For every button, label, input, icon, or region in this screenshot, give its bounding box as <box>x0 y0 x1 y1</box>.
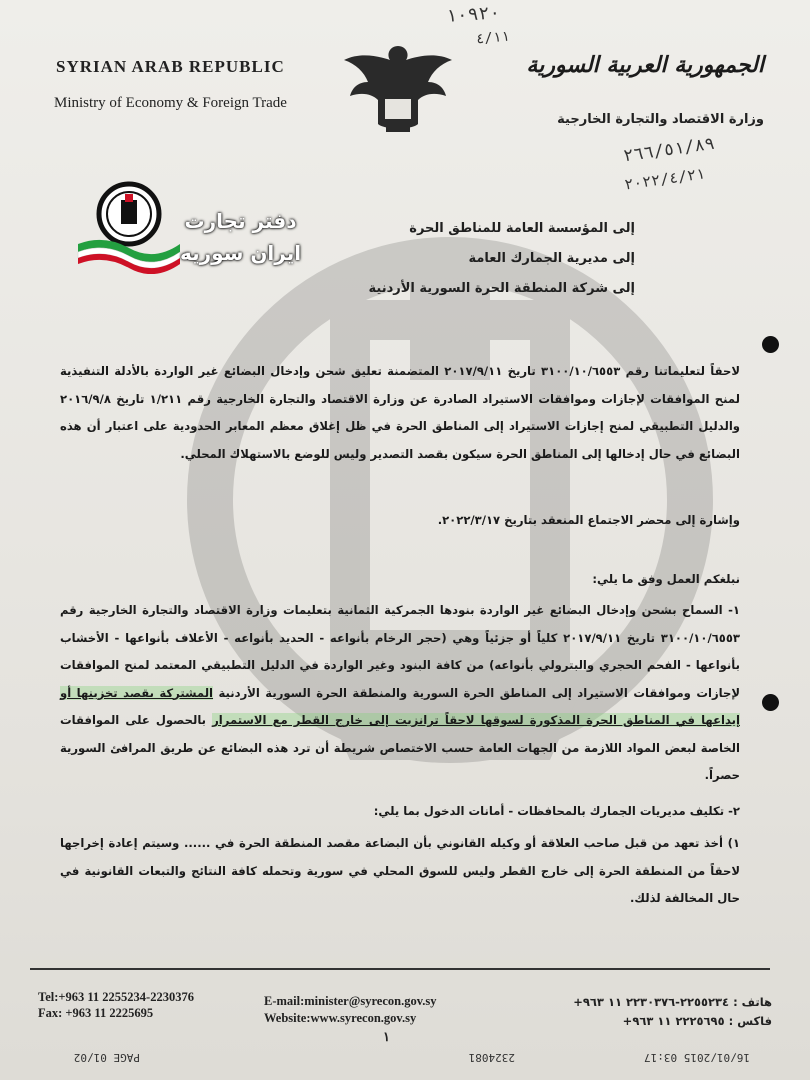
footer-website: Website:www.syrecon.gov.sy <box>264 1011 417 1025</box>
punch-hole <box>762 694 779 711</box>
country-name-ar: الجمهورية العربية السورية <box>526 52 764 78</box>
body-subitem-1: ١) أخذ تعهد من قبل صاحب العلاقة أو وكيله القانوني بأن البضاعة مقصد المنطقة الحرة في ...... وسيتم إعادة إخراجها لاحقاً من المنطقة الحرة إلى خارج القطر وليس للسوق المحلي في سورية وتحمله كافة النتائج والتبعات القانونية في حال المخالفة لذلك. <box>60 836 740 905</box>
iran-syria-business-logo <box>74 178 184 274</box>
fax-page: PAGE 01/02 <box>73 1051 140 1064</box>
item-1-text-c: بالحصول على الموافقات الخاصة لبعض المواد اللازمة من الجهات العامة حسب الاختصاص شريطة أن ترد هذه البضائع عن طريق المرافئ السورية حصراً. <box>60 713 740 782</box>
item-1-text-a: ١- السماح بشحن وإدخال البضائع غير الواردة بنودها الجمركية الثمانية بتعليمات وزارة الاقتصاد والتجارة الخارجية رقم ٣١٠٠/١٠/٦٥٥٣ تاريخ ٢٠١٧/٩/١١ كلياً أو جزئياً وهي (حجر الرخام بأنواعه - الحديد بأنواعه - الأعلاف بأنواعها - الأخشاب بأنواعها - الفحم الحجري والبترولي بأنواعه) من كافة البنود وغير الواردة في الدليل التطبيقي المعتمد لمنح الموافقات لإجازات وموافقات الاستيراد إلى المناطق الحرة السورية والمنطقة الحرة السورية الأردنية <box>60 603 740 700</box>
footer-fax: Fax: +963 11 2225695 <box>38 1006 154 1020</box>
footer-divider <box>30 968 770 970</box>
country-name-en: SYRIAN ARAB REPUBLIC <box>56 57 285 76</box>
logo-title-line1: دفتر تجارت <box>184 209 297 233</box>
handwritten-number: ١٠٩٢٠ <box>445 2 501 27</box>
ministry-name-en: Ministry of Economy & Foreign Trade <box>54 95 287 111</box>
ministry-name-ar: وزارة الاقتصاد والتجارة الخارجية <box>557 112 764 127</box>
fax-datetime: 16/01/2015 03:17 <box>644 1051 750 1064</box>
handwritten-date: ٤/١١ <box>475 28 511 48</box>
logo-title-line2: ایران سوریه <box>180 241 302 265</box>
body-paragraph-1: لاحقاً لتعليماتنا رقم ٣١٠٠/١٠/٦٥٥٣ تاريخ ٢٠١٧/٩/١١ المتضمنة تعليق شحن وإدخال البضائع غير الواردة بالأدلة التنفيذية لمنح الموافقات لإجازات وموافقات الاستيراد الصادرة عن وزارة الاقتصاد والتجارة الخارجية رقم ١/٢١١ تاريخ ٢٠١٦/٩/٨ والدليل التطبيقي لمنح إجازات الاستيراد إلى المناطق الحرة في ظل إغلاق معظم المعابر الحدودية على اعتبار أن هذه البضائع في حال إدخالها إلى المناطق الحرة سيكون بقصد التصدير وليس للوضع بالاستهلاك المحلي. <box>60 364 740 461</box>
body-paragraph-2: وإشارة إلى محضر الاجتماع المنعقد بتاريخ ٢٠٢٢/٣/١٧. <box>437 513 740 527</box>
body-item-1 <box>60 597 740 790</box>
recipient-line: إلى شركة المنطقة الحرة السورية الأردنية <box>368 281 635 296</box>
recipient-line: إلى مديرية الجمارك العامة <box>468 251 635 266</box>
page-number: ١ <box>383 1030 390 1045</box>
body-paragraph-3: نبلغكم العمل وفق ما يلي: <box>592 572 740 586</box>
footer-email: E-mail:minister@syrecon.gov.sy <box>264 994 437 1008</box>
fax-number: 2324081 <box>468 1051 515 1064</box>
fax-transmission-line <box>40 1046 760 1064</box>
reference-number: ٢٦٦/٥١/٨٩ <box>621 133 716 167</box>
recipient-line: إلى المؤسسة العامة للمناطق الحرة <box>409 221 635 236</box>
item-1-highlighted: المشتركة بقصد تخزينها أو إيداعها في المناطق الحرة المذكورة لسوقها لاحقاً ترانزيت إلى خارج القطر مع الاستمرار <box>60 685 740 727</box>
reference-date: ٢٠٢٢/٤/٢١ <box>622 164 706 194</box>
eagle-emblem-icon <box>338 38 458 138</box>
logo-title <box>180 205 301 269</box>
footer-tel-ar: هاتف : ٢٢٥٥٢٣٤-٢٢٣٠٣٧٦ ١١ ٩٦٣+ <box>573 995 772 1009</box>
footer-tel: Tel:+963 11 2255234-2230376 <box>38 990 194 1004</box>
body-item-2: ٢- تكليف مديريات الجمارك بالمحافظات - أمانات الدخول بما يلي: <box>373 804 740 818</box>
punch-hole <box>762 336 779 353</box>
footer-fax-ar: فاكس : ٢٢٢٥٦٩٥ ١١ ٩٦٣+ <box>622 1014 772 1028</box>
